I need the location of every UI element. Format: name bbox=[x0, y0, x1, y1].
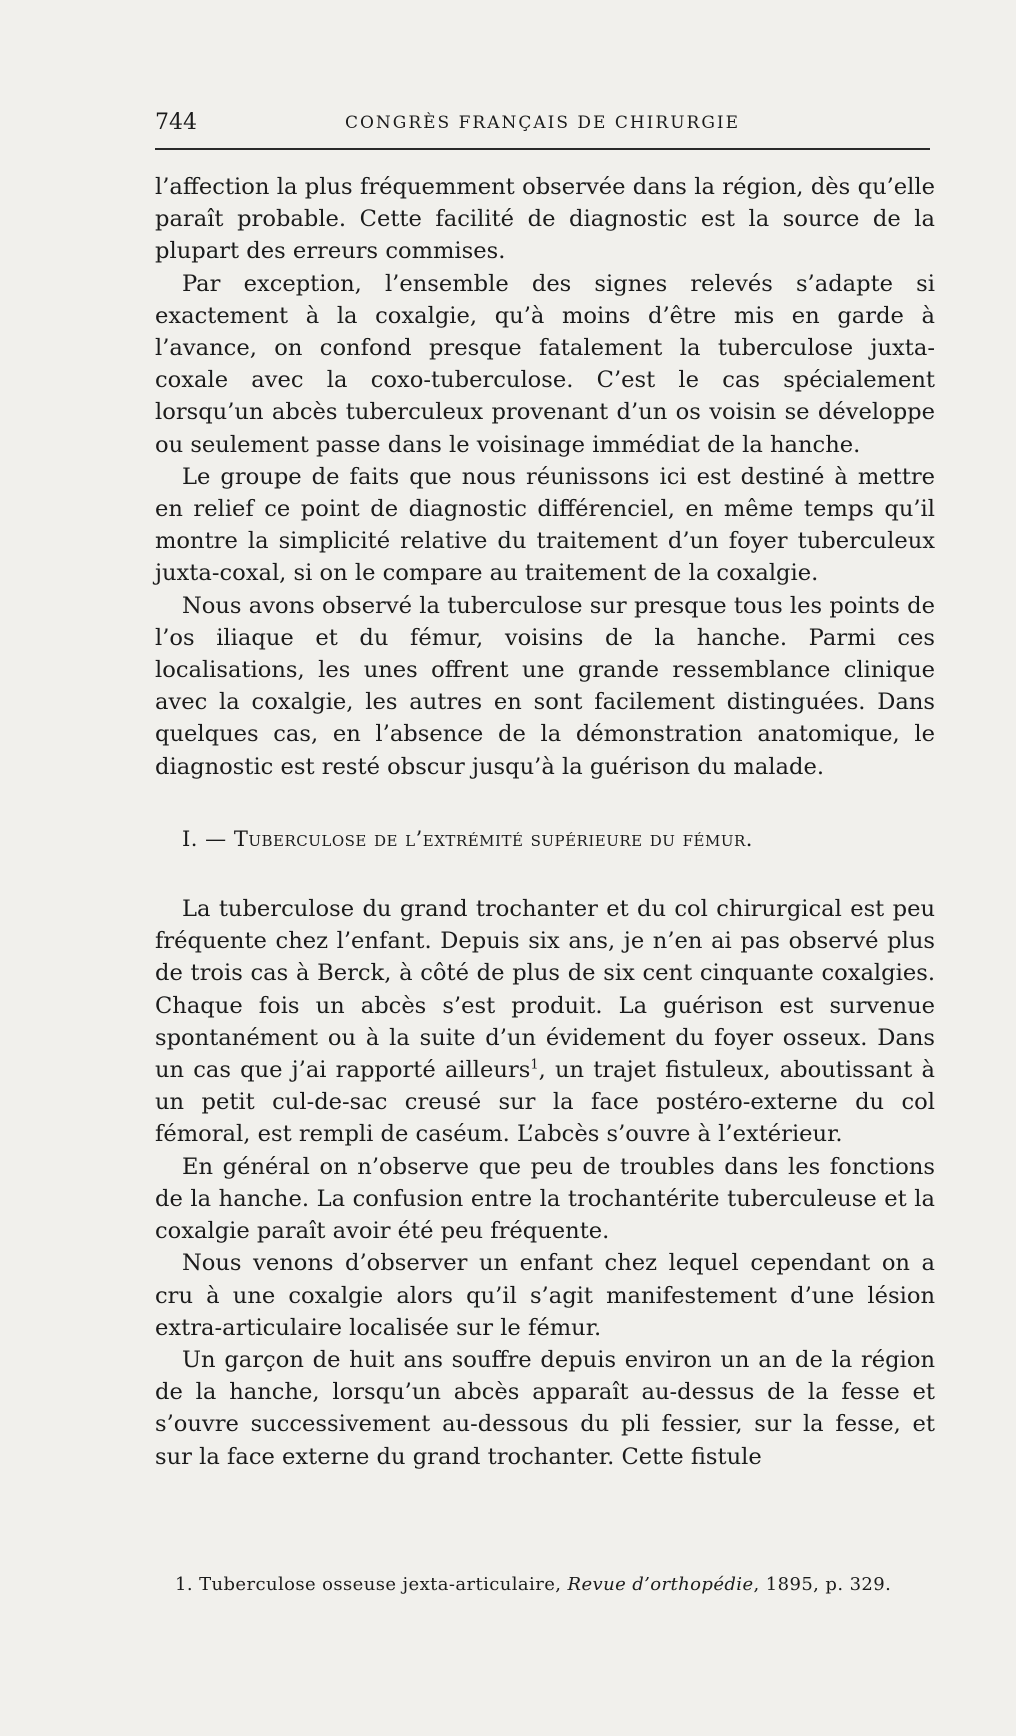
footnote-ref: 1 bbox=[530, 1057, 539, 1073]
paragraph: Un garçon de huit ans souffre depuis environ un an de la région de la hanche, lorsqu’un abcès apparaît au-dessus de la fesse et s’ouvre successivement au-dessous du pli fessier, sur la fesse, et sur la face externe du grand trochanter. Cette fistule bbox=[155, 1346, 935, 1470]
paragraph-text: , un trajet fistuleux, aboutissant à un petit cul-de-sac creusé sur la face postéro-externe du col fémoral, est rempli de caséum. L’abcès s’ouvre à l’extérieur. bbox=[155, 1057, 935, 1148]
paragraph: Nous avons observé la tuberculose sur presque tous les points de l’os iliaque et du fémur, voisins de la hanche. Parmi ces localisations, les unes offrent une grande ressemblance clinique avec la coxalgie, les autres en sont facilement distinguées. Dans quelques cas, en l’absence de la démonstration anatomique, le diagnostic est resté obscur jusqu’à la guérison du malade. bbox=[155, 592, 935, 780]
footnote-journal: Revue d’orthopédie bbox=[567, 1574, 754, 1595]
footnote-citation: , 1895, p. 329. bbox=[753, 1574, 892, 1595]
running-title: CONGRÈS FRANÇAIS DE CHIRURGIE bbox=[344, 113, 741, 133]
page-header bbox=[155, 110, 930, 140]
header-rule bbox=[155, 148, 930, 150]
paragraph: Le groupe de faits que nous réunissons ici est destiné à mettre en relief ce point de diagnostic différenciel, en même temps qu’il montre la simplicité relative du traitement d’un foyer tuberculeux juxta-coxal, si on le compare au traitement de la coxalgie. bbox=[155, 463, 935, 587]
paragraph: En général on n’observe que peu de troubles dans les fonctions de la hanche. La confusion entre la trochantérite tuberculeuse et la coxalgie paraît avoir été peu fréquente. bbox=[155, 1153, 935, 1245]
footnote-text: Tuberculose osseuse jexta-articulaire, bbox=[199, 1574, 562, 1595]
paragraph bbox=[155, 893, 935, 1151]
footnote-number: 1. bbox=[175, 1574, 193, 1595]
body-text bbox=[155, 171, 935, 1473]
paragraph: l’affection la plus fréquemment observée dans la région, dès qu’elle paraît probable. Cette facilité de diagnostic est la source de la plupart des erreurs commises. bbox=[155, 174, 935, 265]
page-number: 744 bbox=[155, 110, 197, 135]
paragraph: Nous venons d’observer un enfant chez lequel cependant on a cru à une coxalgie alors qu’il s’agit manifestement d’une lésion extra-articulaire localisée sur le fémur. bbox=[155, 1250, 935, 1341]
footnote bbox=[175, 1574, 935, 1595]
paragraph: Par exception, l’ensemble des signes relevés s’adapte si exactement à la coxalgie, qu’à moins d’être mis en garde à l’avance, on confond presque fatalement la tuberculose juxta-coxale avec la coxo-tuberculose. C’est le cas spécialement lorsqu’un abcès tuberculeux provenant d’un os voisin se développe ou seulement passe dans le voisinage immédiat de la hanche. bbox=[155, 270, 935, 458]
section-heading: I. — Tuberculose de l’extrémité supérieure du fémur. bbox=[182, 826, 753, 851]
paragraph-text: La tuberculose du grand trochanter et du col chirurgical est peu fréquente chez l’enfant. Depuis six ans, je n’en ai pas observé plus de trois cas à Berck, à côté de plus de six cent cinquante coxalgies. Chaque fois un abcès s’est produit. La guérison est survenue spontanément ou à la suite d’un évidement du foyer osseux. Dans un cas que j’ai rapporté ailleurs bbox=[155, 896, 935, 1084]
